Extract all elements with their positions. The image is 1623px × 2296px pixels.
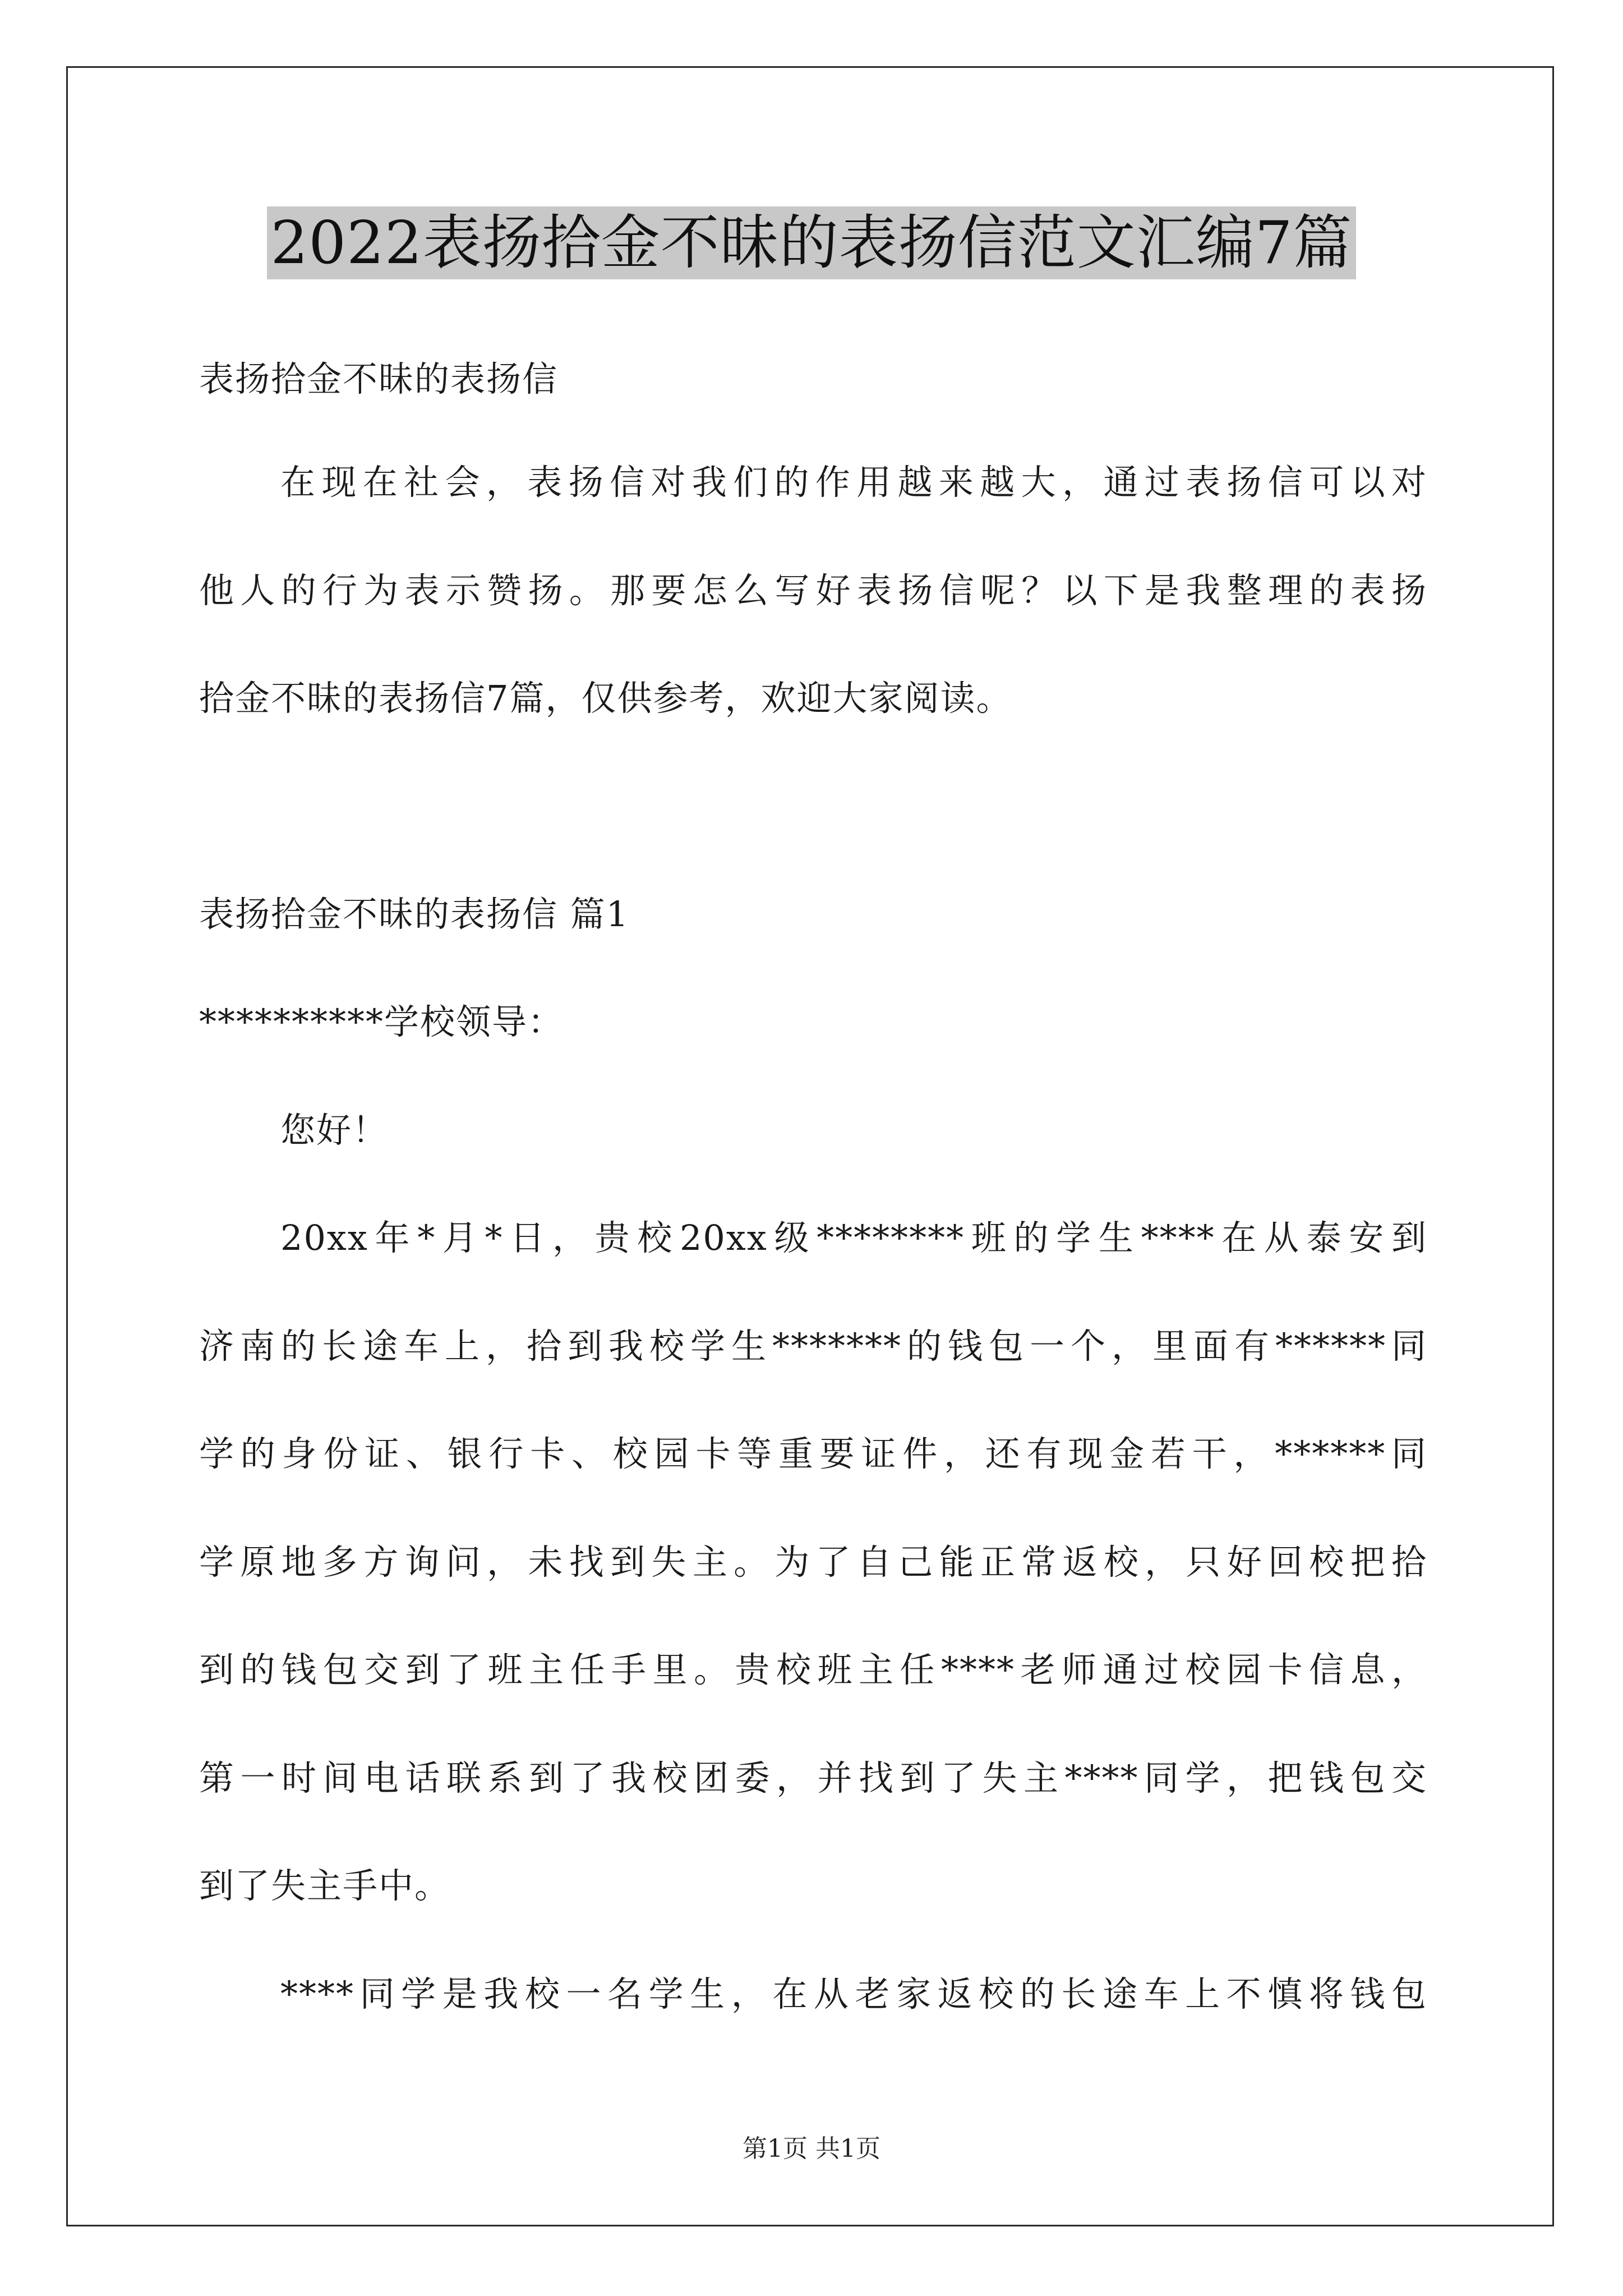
title-container xyxy=(0,206,1623,279)
paragraph-1-line-7: 到了失主手中。 xyxy=(199,1865,451,1906)
document-title: 2022表扬拾金不昧的表扬信范文汇编7篇 xyxy=(267,206,1355,279)
page-footer: 第1页 共1页 xyxy=(743,2134,880,2163)
paragraph-1-line-3: 学的身份证、银行卡、校园卡等重要证件，还有现金若干，******同 xyxy=(199,1433,1427,1474)
paragraph-1-line-4: 学原地多方询问，未找到失主。为了自己能正常返校，只好回校把拾 xyxy=(199,1542,1427,1582)
paragraph-1-line-1: 20xx年*月*日，贵校20xx级********班的学生****在从泰安到 xyxy=(280,1217,1427,1258)
paragraph-2-line-1: ****同学是我校一名学生，在从老家返校的长途车上不慎将钱包 xyxy=(280,1973,1427,2014)
section-heading: 表扬拾金不昧的表扬信 篇1 xyxy=(199,894,630,935)
greeting: 您好！ xyxy=(280,1110,389,1151)
subtitle: 表扬拾金不昧的表扬信 xyxy=(199,358,559,399)
intro-line-1: 在现在社会，表扬信对我们的作用越来越大，通过表扬信可以对 xyxy=(280,462,1427,503)
paragraph-1-line-5: 到的钱包交到了班主任手里。贵校班主任****老师通过校园卡信息， xyxy=(199,1649,1427,1690)
intro-line-3: 拾金不昧的表扬信7篇，仅供参考，欢迎大家阅读。 xyxy=(199,678,1012,719)
paragraph-1-line-6: 第一时间电话联系到了我校团委，并找到了失主****同学，把钱包交 xyxy=(199,1757,1427,1798)
salutation: **********学校领导： xyxy=(199,1001,564,1042)
paragraph-1-line-2: 济南的长途车上，拾到我校学生*******的钱包一个，里面有******同 xyxy=(199,1326,1427,1366)
intro-line-2: 他人的行为表示赞扬。那要怎么写好表扬信呢？以下是我整理的表扬 xyxy=(199,570,1427,611)
